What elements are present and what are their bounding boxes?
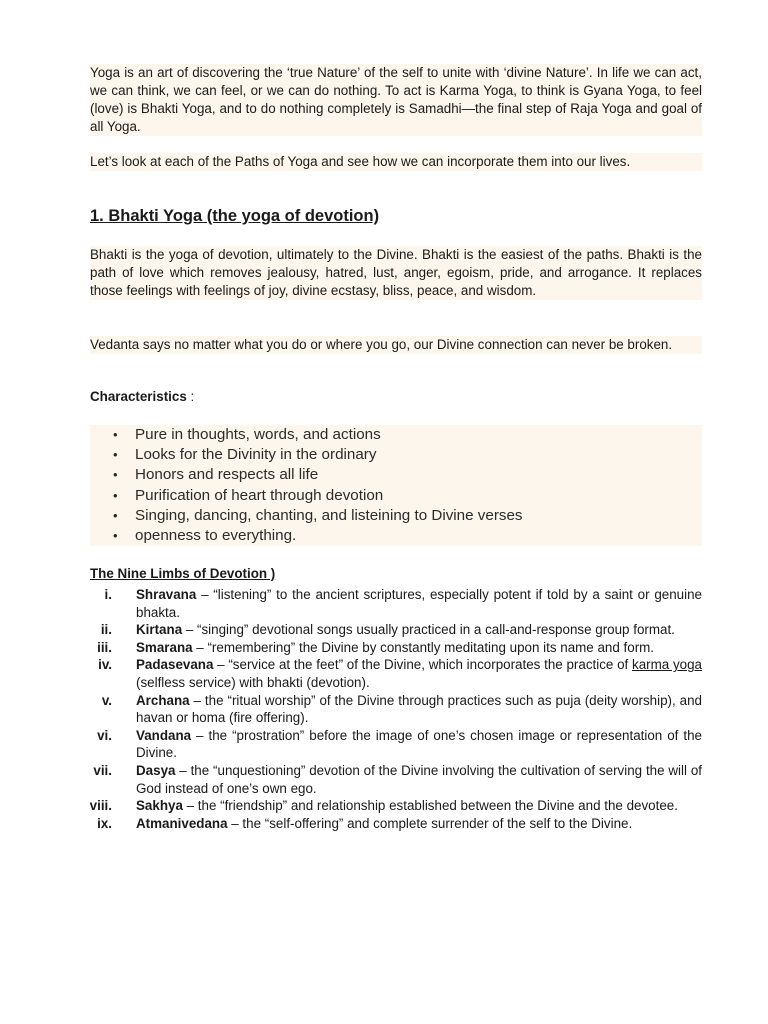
limb-name: Atmanivedana [136,815,228,831]
intro-paragraph-1: Yoga is an art of discovering the ‘true Nature’ of the self to unite with ‘divine Nature’. In life we can act, we can think, we can feel, or we can do nothing. To act is Karma Yoga, to think is Gyana Yoga, to feel (love) is Bhakti Yoga, and to do nothing completely is Samadhi—the final step of Raja Yoga and goal of all Yoga. [90,65,702,134]
bhakti-paragraph-2: Vedanta says no matter what you do or where you go, our Divine connection can never be broken. [90,336,702,354]
limb-number: iii. [97,639,112,655]
characteristics-colon: : [186,389,195,404]
limb-description: – the “friendship” and relationship established between the Divine and the devotee. [182,798,678,814]
bullet-icon: • [113,447,118,463]
limb-item [80,621,702,639]
limbs-title: The Nine Limbs of Devotion ) [90,566,276,581]
list-item [90,526,702,546]
intro-paragraph-2: Let’s look at each of the Paths of Yoga and see how we can incorporate them into our lives. [90,153,702,171]
list-item-text: Looks for the Divinity in the ordinary [135,446,377,464]
limb-number: ix. [97,815,112,831]
limb-name: Dasya [136,762,176,778]
limb-number: ii. [100,622,112,638]
list-item [90,506,702,526]
list-item [90,486,702,506]
list-item [90,425,702,445]
limb-item [80,656,702,691]
limb-description: – “listening” to the ancient scriptures, especially potent if told by a saint or genuine bhakta. [136,587,702,620]
limb-name: Padasevana [136,657,214,673]
list-item-text: Purification of heart through devotion [135,486,384,504]
bullet-icon: • [113,528,118,544]
limb-description: – the “self-offering” and complete surrender of the self to the Divine. [227,815,633,831]
limb-number: i. [104,587,112,602]
bhakti-paragraph-1: Bhakti is the yoga of devotion, ultimately to the Divine. Bhakti is the easiest of the paths. Bhakti is the path of love which removes jealousy, hatred, lust, anger, egoism, pride, and arrogance. It replaces those feelings with feelings of joy, divine ecstasy, bliss, peace, and wisdom. [90,247,702,298]
limb-number: vii. [93,762,112,778]
list-item [90,445,702,465]
limbs-list [80,586,702,832]
limb-description: – the “ritual worship” of the Divine through practices such as puja (deity worship), and havan or homa (fire offering). [136,692,702,726]
characteristics-list [90,425,702,546]
limb-description: – the “prostration” before the image of one’s chosen image or representation of the Divine. [136,727,702,761]
limb-item [80,727,702,762]
limb-item [80,639,702,657]
bullet-icon: • [113,427,118,442]
limb-item [80,762,702,797]
list-item-text: openness to everything. [135,527,297,545]
limb-description-cont: (selfless service) with bhakti (devotion). [136,674,370,690]
limb-item [80,815,702,833]
limb-number: vi. [97,727,112,743]
limb-name: Vandana [136,727,192,743]
characteristics-label-text: Characteristics [90,389,187,404]
section-heading: 1. Bhakti Yoga (the yoga of devotion) [90,207,380,225]
limb-name: Sakhya [136,798,183,814]
limb-item [80,692,702,727]
limb-item [80,797,702,815]
list-item-text: Honors and respects all life [135,466,319,484]
list-item [90,465,702,485]
limb-description: – “remembering” the Divine by constantly meditating upon its name and form. [192,639,655,655]
karma-yoga-link[interactable]: karma yoga [632,657,702,673]
bullet-icon: • [113,507,118,523]
limb-name: Kirtana [136,622,183,638]
limb-name: Archana [136,692,190,708]
list-item-text: Pure in thoughts, words, and actions [135,426,381,443]
limb-description: – “singing” devotional songs usually practiced in a call-and-response group format. [182,622,675,638]
bullet-icon: • [113,467,118,483]
limb-item [80,586,702,621]
limb-name: Shravana [136,587,197,602]
limb-number: v. [101,692,112,708]
bullet-icon: • [113,487,118,503]
limb-description: – the “unquestioning” devotion of the Divine involving the cultivation of serving the will of God instead of one’s own ego. [136,762,702,796]
limb-description: – “service at the feet” of the Divine, which incorporates the practice of [213,657,633,673]
list-item-text: Singing, dancing, chanting, and listeining to Divine verses [135,506,523,524]
limb-name: Smarana [136,639,193,655]
limb-number: viii. [89,798,112,814]
limb-number: iv. [98,657,112,673]
characteristics-label [90,389,194,404]
